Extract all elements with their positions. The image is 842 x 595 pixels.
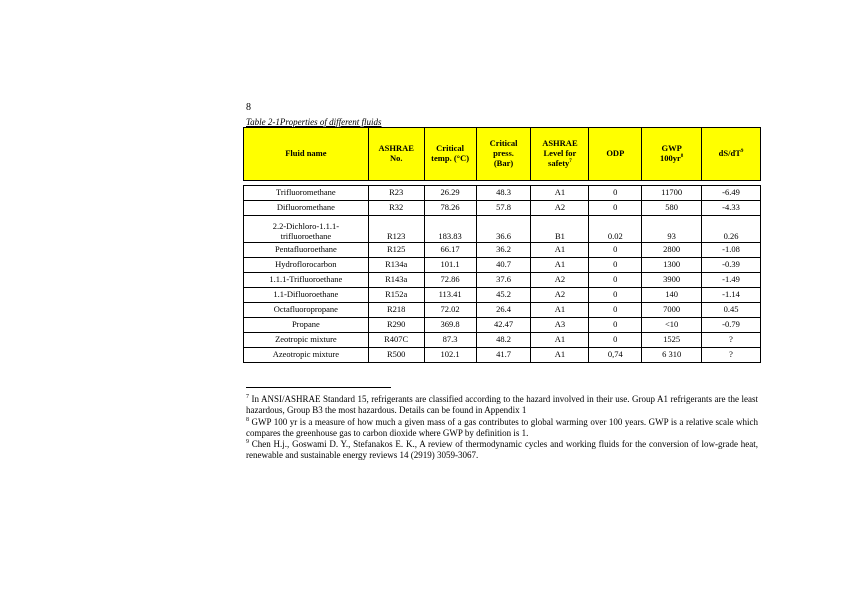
table-header-row — [244, 128, 761, 181]
footnote-7: $^7$ In ANSI/ASHRAE Standard 15, refrigerants are classified according to the hazard involved in their use. Group A1 refrigerants are the least hazardous, Group B3 the most hazardous. Details can be found in Appendix 1 — [246, 394, 758, 416]
header-safety-level: ASHRAE Level for safety$^7$ — [531, 128, 589, 181]
header-gwp: GWP $100yr^8$ — [642, 128, 702, 181]
page-number: 8 — [246, 102, 251, 113]
header-fluid-name: Fluid name — [244, 128, 369, 181]
footnote-ref-9: 9 — [740, 149, 744, 155]
table-caption: Table 2-1Properties of different fluids — [246, 117, 382, 127]
table-row: Difluoromethane R32 78.26 57.8 A2 0 580 -4.33 — [244, 201, 761, 216]
footnote-ref-7: 7 — [569, 159, 572, 165]
table-row: 1.1-Difluoroethane R152a 113.41 45.2 A2 0 140 -1.14 — [244, 288, 761, 303]
table-row: Azeotropic mixture R500 102.1 41.7 A1 0,74 6 310 ? — [244, 348, 761, 363]
footnote-9: $^9$ Chen H.j., Goswami D. Y., Stefanakos E. K., A review of thermodynamic cycles and working fluids for the conversion of low-grade heat, renewable and sustainable energy reviews 14 (2919) 3059-3067. — [246, 439, 758, 461]
header-critical-press: Critical press. (Bar) — [476, 128, 531, 181]
table-row: Propane R290 369.8 42.47 A3 0 <10 -0.79 — [244, 318, 761, 333]
table-row: Octafluoropropane R218 72.02 26.4 A1 0 7000 0.45 — [244, 303, 761, 318]
footnote-ref-8: 8 — [680, 154, 684, 160]
header-dsdt: $dS/dT^9$ — [702, 128, 761, 181]
footnotes — [246, 394, 758, 462]
table-row: Trifluoromethane R23 26.29 48.3 A1 0 11700 -6.49 — [244, 186, 761, 201]
footnote-8: $^8$ GWP 100 yr is a measure of how much a given mass of a gas contributes to global warming over 100 years. GWP is a relative scale which compares the greenhouse gas to carbon dioxide where GWP by definition is 1. — [246, 416, 758, 438]
header-critical-temp: Critical temp. (°C) — [424, 128, 476, 181]
header-ashrae-no: ASHRAE No. — [368, 128, 424, 181]
table-row: 2.2-Dichloro-1.1.1- trifluoroethane R123 183.83 36.6 B1 0.02 93 0.26 — [244, 216, 761, 243]
footnote-separator — [246, 387, 391, 388]
properties-table — [243, 127, 761, 363]
header-odp: ODP — [589, 128, 642, 181]
table-row: Pentafluoroethane R125 66.17 36.2 A1 0 2800 -1.08 — [244, 243, 761, 258]
table-row: Zeotropic mixture R407C 87.3 48.2 A1 0 1525 ? — [244, 333, 761, 348]
table-row: Hydroflorocarbon R134a 101.1 40.7 A1 0 1300 -0.39 — [244, 258, 761, 273]
table-row: 1.1.1-Trifluoroethane R143a 72.86 37.6 A2 0 3900 -1.49 — [244, 273, 761, 288]
